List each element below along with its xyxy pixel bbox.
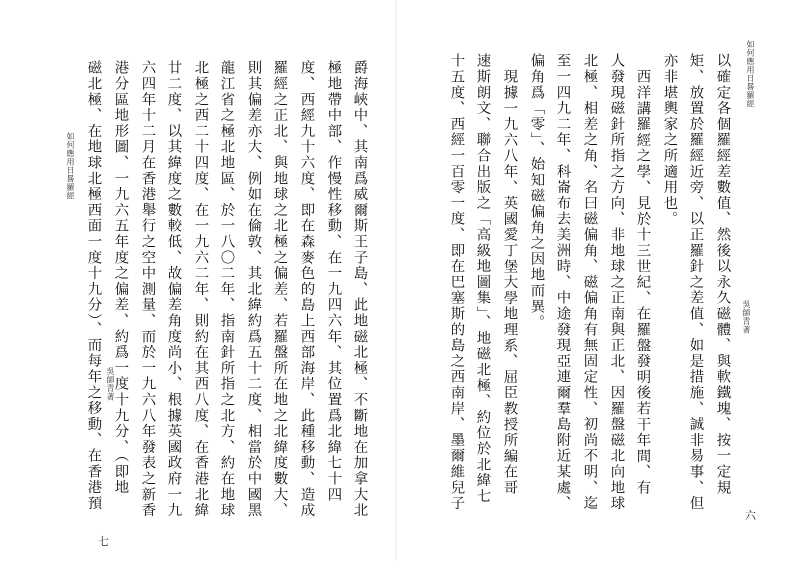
text-line-5: 則其偏差亦大、例如在倫敦、其北緯約爲五十二度、相當於中國黑 bbox=[245, 60, 262, 519]
left-page: 如何應用日晷羅經 吳師青著 七 爵海峽中、其南爲威爾斯王子島、此地磁北極、不斷地在加拿大北 極地帶中部、作慢性移動、在一九四六年、其位置爲北緯七十四 度、西經九十六度、即在森麥色的島上西部海岸、此種移動、造成 羅經之正北、與地球之北極之偏差、若羅盤所在地之北緯度數大、 則其偏差亦大、例如在倫敦、其北緯約爲五十二度、相當於中國黑 龍江省之極北地區、於一八〇二年、指南針所指之北方、約在地球 北極之西二十四度、在一九六二年、則約在其西八度、在香港北緯 廿二度、以其緯度之數較低、故偏差角度尚小、根據英國政府一九 六四年十二月在香港舉行之空中測量、而於一九六八年發表之新香 港分區地形圖、一九六五年度之偏差、約爲一度十九分、（即地 磁北極、在地球北極西面一度十九分）、而每年之移動、在香港預 bbox=[66, 60, 368, 548]
page-number: 七 bbox=[98, 535, 109, 548]
text-line-2: 矩、放置於羅經近旁、以正羅針之差值、如是措施、誠非易事、但 bbox=[687, 53, 704, 512]
text-line-3: 度、西經九十六度、即在森麥色的島上西部海岸、此種移動、造成 bbox=[298, 60, 315, 519]
text-line-4: 西洋講羅經之學、見於十三世紀、在羅盤發明後若干年間、有 bbox=[634, 69, 651, 496]
running-header: 如何應用日晷羅經 bbox=[66, 132, 75, 200]
text-line-5: 人發現磁針所指之方向、非地球之正南與正北、因羅盤磁北向地球 bbox=[608, 53, 625, 512]
text-line-10: 速斯朗文、聯合出版之「高級地圖集」、地磁北極、約位於北緯七 bbox=[474, 53, 491, 504]
text-line-11: 十五度、西經一百零一度、即在巴塞斯的島之西南岸、墨爾維兒子 bbox=[448, 53, 465, 512]
text-line-10: 港分區地形圖、一九六五年度之偏差、約爲一度十九分、（即地 bbox=[112, 60, 129, 496]
text-line-8: 廿二度、以其緯度之數較低、故偏差角度尚小、根據英國政府一九 bbox=[165, 60, 182, 519]
text-line-11: 磁北極、在地球北極西面一度十九分）、而每年之移動、在香港預 bbox=[85, 60, 102, 511]
text-line-6: 北極、相差之角、名曰磁偏角、磁偏角有無固定性、初尚不明、迄 bbox=[581, 53, 598, 512]
text-line-9: 現據一九六八年、英國愛丁堡大學地理系、屈臣教授所編在哥 bbox=[501, 69, 518, 496]
text-line-7: 至一四九二年、科崙布去美洲時、中途發現亞連爾羣島附近某處、 bbox=[554, 53, 571, 512]
text-line-1: 以確定各個羅經差數值、然後以永久磁體、與軟鐵塊、按一定規 bbox=[714, 53, 731, 496]
text-line-7: 北極之西二十四度、在一九六二年、則約在其西八度、在香港北緯 bbox=[192, 60, 209, 519]
page-number: 六 bbox=[745, 509, 756, 522]
text-line-6: 龍江省之極北地區、於一八〇二年、指南針所指之北方、約在地球 bbox=[218, 60, 235, 519]
text-line-9: 六四年十二月在香港舉行之空中測量、而於一九六八年發表之新香 bbox=[139, 60, 156, 519]
text-line-8: 偏角爲「零」、始知磁偏角之因地而異。 bbox=[528, 53, 545, 331]
text-line-4: 羅經之正北、與地球之北極之偏差、若羅盤所在地之北緯度數大、 bbox=[271, 60, 288, 519]
running-header: 如何應用日晷羅經 bbox=[746, 40, 755, 108]
text-line-3: 亦非堪輿家之所適用也。 bbox=[661, 53, 678, 227]
right-page: 如何應用日晷羅經 吳師青著 六 以確定各個羅經差數值、然後以永久磁體、與軟鐵塊、按一定規 矩、放置於羅經近旁、以正羅針之差值、如是措施、誠非易事、但 亦非堪輿家之所適用也。 西洋講羅經之學、見於十三世紀、在羅盤發明後若干年間、有 人發現磁針所指之方向、非地球之正南與正北、因羅盤磁北向地球 北極、相差之角、名曰磁偏角、磁偏角有無固定性、初尚不明、迄 至一四九二年、科崙布去美洲時、中途發現亞連爾羣島附近某處、 偏角爲「零」、始知磁偏角之因地而異。 現據一九六八年、英國愛丁堡大學地理系、屈臣教授所編在哥 速斯朗文、聯合出版之「高級地圖集」、地磁北極、約位於北緯七 十五度、西經一百零一度、即在巴塞斯的島之西南岸、墨爾維兒子 bbox=[448, 40, 756, 522]
text-line-1: 爵海峽中、其南爲威爾斯王子島、此地磁北極、不斷地在加拿大北 bbox=[351, 60, 368, 519]
text-line-2: 極地帶中部、作慢性移動、在一九四六年、其位置爲北緯七十四 bbox=[325, 60, 342, 503]
